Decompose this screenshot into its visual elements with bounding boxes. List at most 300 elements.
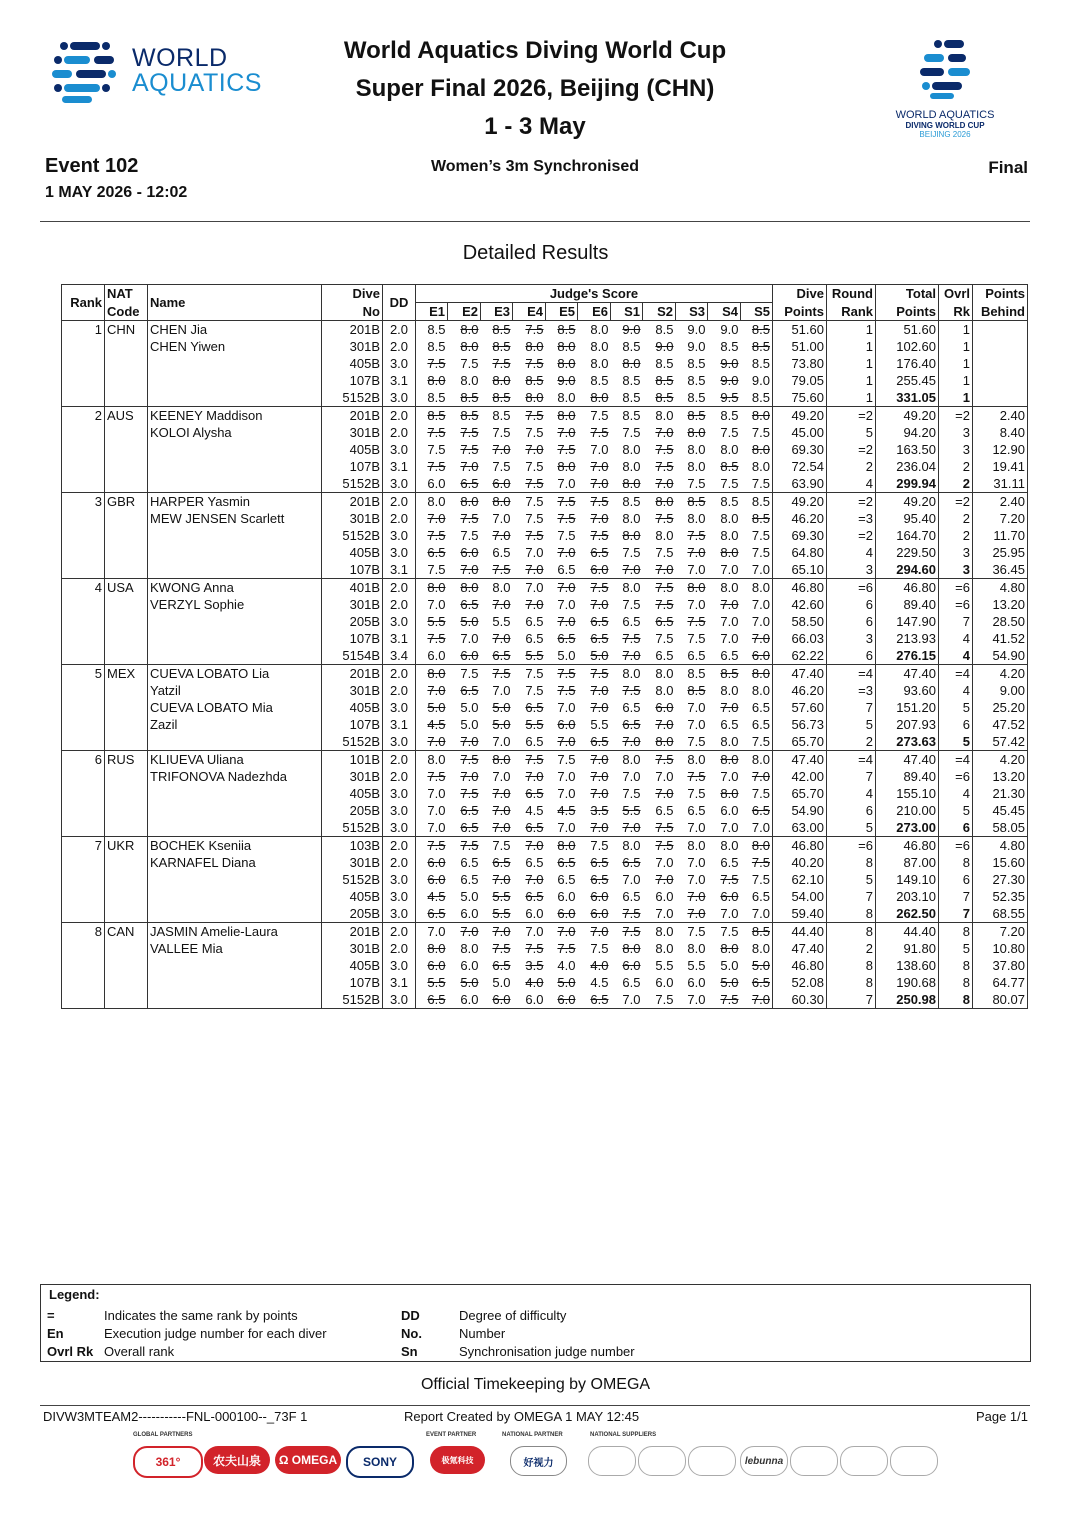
world-aquatics-emblem-icon <box>50 40 128 104</box>
dive-points: 51.60 <box>773 321 827 339</box>
team-nat-code <box>105 458 148 475</box>
judge-score: 8.0 <box>708 733 741 751</box>
judge-score: 5.0 <box>416 699 448 716</box>
points-behind: 52.35 <box>973 888 1028 905</box>
judge-score: 7.0 <box>611 733 643 751</box>
dive-points: 46.80 <box>773 579 827 597</box>
judge-score: 7.0 <box>481 923 513 941</box>
judge-score: 7.0 <box>720 700 739 715</box>
judge-score: 8.0 <box>741 682 773 699</box>
dive-number: 5152B <box>322 733 383 751</box>
dive-dd: 3.0 <box>383 527 416 544</box>
dive-row <box>62 321 1028 339</box>
judge-score: 6.5 <box>622 700 641 715</box>
judge-score: 7.5 <box>590 528 609 543</box>
dive-points: 49.20 <box>773 493 827 511</box>
event-phase: Final <box>988 158 1028 177</box>
points-behind: 15.60 <box>973 854 1028 871</box>
team-rank <box>62 991 105 1009</box>
points-behind <box>973 355 1028 372</box>
dive-dd: 3.0 <box>383 355 416 372</box>
diver-name <box>148 475 322 493</box>
team-rank <box>62 733 105 751</box>
judge-score: 7.5 <box>590 425 609 440</box>
team-nat-code: CAN <box>105 923 148 941</box>
dive-number: 301B <box>322 940 383 957</box>
col-round-rank: Rank <box>827 303 876 321</box>
judge-score: 8.0 <box>448 579 481 597</box>
col-e2: E2 <box>448 303 481 321</box>
round-rank: 6 <box>827 596 876 613</box>
judge-score: 7.0 <box>741 561 773 579</box>
dive-points: 49.20 <box>773 407 827 425</box>
judge-score: 6.0 <box>513 991 546 1009</box>
dive-points: 40.20 <box>773 854 827 871</box>
team-rank: 1 <box>62 321 105 339</box>
col-s5: S5 <box>741 303 773 321</box>
judge-score: 7.5 <box>720 872 739 887</box>
judge-score: 7.0 <box>578 475 611 493</box>
diver-name: VALLEE Mia <box>148 940 322 957</box>
judge-score: 8.0 <box>513 389 546 407</box>
points-behind: 7.20 <box>973 923 1028 941</box>
judge-score: 8.0 <box>481 579 513 597</box>
dive-points: 54.90 <box>773 802 827 819</box>
report-created: Report Created by OMEGA 1 MAY 12:45 <box>404 1409 640 1424</box>
judge-score: 8.0 <box>741 751 773 769</box>
team-nat-code <box>105 819 148 837</box>
judge-score: 8.5 <box>741 321 773 339</box>
judge-score: 7.5 <box>687 528 706 543</box>
dive-row <box>62 733 1028 751</box>
judge-score: 7.0 <box>655 769 674 784</box>
dive-dd: 3.1 <box>383 458 416 475</box>
dive-number: 301B <box>322 424 383 441</box>
dive-dd: 3.1 <box>383 716 416 733</box>
overall-rank: 2 <box>939 527 973 544</box>
judge-score: 8.5 <box>741 493 773 511</box>
team-nat-code <box>105 733 148 751</box>
total-points: 190.68 <box>876 974 939 991</box>
judge-score: 7.5 <box>416 424 448 441</box>
dive-number: 201B <box>322 923 383 941</box>
dive-dd: 2.0 <box>383 493 416 511</box>
judge-score: 7.0 <box>655 786 674 801</box>
judge-score: 7.5 <box>643 837 676 855</box>
judge-score: 6.0 <box>460 958 479 973</box>
team-nat-code <box>105 475 148 493</box>
overall-rank: 8 <box>939 923 973 941</box>
sponsor-supplier-logo-5 <box>790 1446 838 1476</box>
dive-dd: 2.0 <box>383 510 416 527</box>
judge-score: 7.0 <box>643 905 676 923</box>
judge-score: 7.0 <box>492 511 511 526</box>
judge-score: 6.5 <box>557 872 576 887</box>
points-behind: 4.80 <box>973 579 1028 597</box>
judge-score: 8.0 <box>578 389 611 407</box>
judge-score: 6.5 <box>720 855 739 870</box>
team-nat-code <box>105 991 148 1009</box>
dive-row <box>62 923 1028 941</box>
dive-number: 201B <box>322 665 383 683</box>
dive-points: 59.40 <box>773 905 827 923</box>
total-points: 299.94 <box>876 475 939 493</box>
judge-score: 7.0 <box>611 819 643 837</box>
col-total-points: Points <box>876 303 939 321</box>
judge-score: 6.5 <box>525 631 544 646</box>
judge-score: 7.0 <box>741 630 773 647</box>
points-behind <box>973 389 1028 407</box>
judge-score: 8.0 <box>741 441 773 458</box>
judge-score: 8.5 <box>448 389 481 407</box>
dive-points: 46.20 <box>773 510 827 527</box>
judge-score: 7.5 <box>611 923 643 941</box>
dive-number: 107B <box>322 372 383 389</box>
judge-score: 7.0 <box>557 597 576 612</box>
col-code: Code <box>105 303 148 321</box>
diver-name <box>148 355 322 372</box>
judge-score: 7.5 <box>741 854 773 871</box>
points-behind: 12.90 <box>973 441 1028 458</box>
judge-score: 6.5 <box>590 855 609 870</box>
dive-row <box>62 441 1028 458</box>
judge-score: 8.0 <box>622 941 641 956</box>
col-s1: S1 <box>611 303 643 321</box>
world-aquatics-wordmark <box>132 46 262 96</box>
diving-world-cup-logo <box>870 38 1020 148</box>
judge-score: 6.5 <box>708 647 741 665</box>
judge-score: 8.0 <box>687 442 706 457</box>
judge-score: 7.5 <box>525 941 544 956</box>
judge-score: 7.0 <box>578 923 611 941</box>
total-points: 255.45 <box>876 372 939 389</box>
round-rank: 1 <box>827 321 876 339</box>
dive-points: 46.80 <box>773 837 827 855</box>
judge-score: 7.0 <box>676 905 708 923</box>
points-behind: 31.11 <box>973 475 1028 493</box>
dive-number: 301B <box>322 510 383 527</box>
total-points: 262.50 <box>876 905 939 923</box>
judge-score: 7.0 <box>460 769 479 784</box>
dive-row <box>62 682 1028 699</box>
judge-score: 8.0 <box>676 837 708 855</box>
dive-number: 405B <box>322 888 383 905</box>
judge-score: 5.5 <box>525 717 544 732</box>
dive-points: 65.10 <box>773 561 827 579</box>
judge-score: 6.5 <box>416 544 448 561</box>
team-nat-code <box>105 596 148 613</box>
judge-score: 7.5 <box>687 786 706 801</box>
legend-title: Legend: <box>49 1287 100 1302</box>
judge-score: 7.0 <box>708 905 741 923</box>
judge-score: 5.0 <box>492 717 511 732</box>
judge-score: 8.5 <box>655 356 674 371</box>
diver-name <box>148 527 322 544</box>
judge-score: 5.5 <box>492 889 511 904</box>
judge-score: 8.0 <box>416 940 448 957</box>
judge-score: 7.5 <box>676 733 708 751</box>
judge-score: 3.5 <box>525 958 544 973</box>
judge-score: 5.5 <box>481 905 513 923</box>
team-rank <box>62 957 105 974</box>
dive-row <box>62 854 1028 871</box>
judge-score: 6.5 <box>448 475 481 493</box>
dive-points: 64.80 <box>773 544 827 561</box>
points-behind: 2.40 <box>973 493 1028 511</box>
judge-score: 7.0 <box>448 733 481 751</box>
judge-score: 5.5 <box>416 613 448 630</box>
judge-score: 7.5 <box>546 665 578 683</box>
judge-score: 7.0 <box>525 597 544 612</box>
judge-score: 5.5 <box>513 647 546 665</box>
page-number: Page 1/1 <box>975 1409 1028 1424</box>
diver-name <box>148 647 322 665</box>
judge-score: 8.5 <box>741 389 773 407</box>
judge-score: 4.5 <box>416 888 448 905</box>
sponsor-event-partner-logo: 极氪科技 <box>430 1446 485 1474</box>
dive-row <box>62 699 1028 716</box>
dive-points: 46.80 <box>773 957 827 974</box>
col-dive-points-2: Points <box>773 303 827 321</box>
judge-score: 7.5 <box>525 356 544 371</box>
judge-score: 7.0 <box>590 700 609 715</box>
points-behind: 58.05 <box>973 819 1028 837</box>
judge-score: 6.0 <box>578 905 611 923</box>
judge-score: 6.0 <box>578 561 611 579</box>
judge-score: 7.0 <box>481 733 513 751</box>
judge-score: 7.5 <box>708 475 741 493</box>
judge-score: 8.5 <box>708 665 741 683</box>
dive-number: 301B <box>322 682 383 699</box>
dive-dd: 3.0 <box>383 475 416 493</box>
dive-dd: 3.0 <box>383 389 416 407</box>
dive-row <box>62 338 1028 355</box>
team-nat-code <box>105 424 148 441</box>
team-rank <box>62 785 105 802</box>
judge-score: 6.5 <box>622 855 641 870</box>
diving-world-cup-emblem-icon <box>910 38 980 100</box>
points-behind: 2.40 <box>973 407 1028 425</box>
judge-score: 8.0 <box>720 442 739 457</box>
judge-score: 7.0 <box>492 631 511 646</box>
event-number: Event 102 <box>45 155 139 177</box>
judge-score: 8.0 <box>643 665 676 683</box>
dive-points: 46.20 <box>773 682 827 699</box>
team-nat-code <box>105 338 148 355</box>
dive-points: 47.40 <box>773 751 827 769</box>
judge-score: 7.0 <box>557 545 576 560</box>
judge-score: 7.5 <box>741 544 773 561</box>
judge-score: 5.0 <box>741 957 773 974</box>
judge-score: 9.0 <box>676 321 708 339</box>
judge-score: 7.0 <box>492 769 511 784</box>
overall-rank: 2 <box>939 475 973 493</box>
team-nat-code <box>105 613 148 630</box>
judge-score: 7.0 <box>578 819 611 837</box>
points-behind: 41.52 <box>973 630 1028 647</box>
judge-score: 7.0 <box>525 872 544 887</box>
dive-number: 5152B <box>322 991 383 1009</box>
judge-score: 6.0 <box>546 905 578 923</box>
judge-score: 7.5 <box>643 579 676 597</box>
judge-score: 4.5 <box>590 975 609 990</box>
judge-score: 6.5 <box>687 803 706 818</box>
dive-number: 301B <box>322 768 383 785</box>
dive-dd: 2.0 <box>383 321 416 339</box>
footer-divider <box>40 1405 1030 1406</box>
judge-score: 8.0 <box>481 493 513 511</box>
judge-score: 6.0 <box>687 975 706 990</box>
judge-score: 7.0 <box>590 786 609 801</box>
team-nat-code: USA <box>105 579 148 597</box>
overall-rank: 3 <box>939 441 973 458</box>
judge-score: 7.5 <box>655 545 674 560</box>
sponsor-supplier-logo-1 <box>588 1446 636 1476</box>
judge-score: 4.5 <box>416 716 448 733</box>
judge-score: 5.0 <box>492 700 511 715</box>
judge-score: 7.0 <box>513 923 546 941</box>
points-behind: 19.41 <box>973 458 1028 475</box>
judge-score: 8.5 <box>741 923 773 941</box>
judge-score: 8.0 <box>546 407 578 425</box>
dive-number: 5152B <box>322 475 383 493</box>
total-points: 250.98 <box>876 991 939 1009</box>
judge-score: 7.0 <box>590 511 609 526</box>
team-rank <box>62 854 105 871</box>
dive-dd: 2.0 <box>383 665 416 683</box>
col-e1: E1 <box>416 303 448 321</box>
total-points: 273.00 <box>876 819 939 837</box>
team-rank <box>62 355 105 372</box>
dive-number: 107B <box>322 630 383 647</box>
total-points: 51.60 <box>876 321 939 339</box>
points-behind: 47.52 <box>973 716 1028 733</box>
judge-score: 5.0 <box>460 889 479 904</box>
round-rank: =2 <box>827 493 876 511</box>
judge-score: 7.0 <box>492 786 511 801</box>
judge-score: 6.0 <box>416 957 448 974</box>
diver-name <box>148 561 322 579</box>
judge-score: 6.5 <box>416 991 448 1009</box>
round-rank: =4 <box>827 751 876 769</box>
dive-number: 107B <box>322 561 383 579</box>
judge-score: 8.0 <box>708 837 741 855</box>
judge-score: 7.5 <box>460 528 479 543</box>
judge-score: 6.5 <box>741 974 773 991</box>
judge-score: 7.0 <box>416 510 448 527</box>
dive-number: 405B <box>322 544 383 561</box>
judge-score: 7.0 <box>492 597 511 612</box>
judge-score: 8.0 <box>676 751 708 769</box>
dive-number: 401B <box>322 579 383 597</box>
team-nat-code: GBR <box>105 493 148 511</box>
judge-score: 7.5 <box>546 493 578 511</box>
col-nat: NAT <box>105 285 148 303</box>
judge-score: 6.0 <box>416 854 448 871</box>
col-rank: Rank <box>62 285 105 321</box>
sponsor-omega-logo: Ω OMEGA <box>275 1446 341 1474</box>
judge-score: 8.0 <box>720 786 739 801</box>
judge-score: 6.0 <box>416 871 448 888</box>
dive-points: 65.70 <box>773 733 827 751</box>
judge-score: 8.0 <box>741 458 773 475</box>
judge-score: 7.0 <box>720 631 739 646</box>
judge-score: 7.5 <box>622 597 641 612</box>
title-line-1: World Aquatics Diving World Cup <box>343 37 727 64</box>
judge-score: 8.0 <box>643 493 676 511</box>
judge-score: 7.5 <box>557 683 576 698</box>
diver-name: HARPER Yasmin <box>148 493 322 511</box>
diver-name: CHEN Yiwen <box>148 338 322 355</box>
judge-score: 5.5 <box>622 803 641 818</box>
timekeeping-note: Official Timekeeping by OMEGA <box>420 1376 651 1393</box>
total-points: 89.40 <box>876 768 939 785</box>
overall-rank: 8 <box>939 991 973 1009</box>
overall-rank: 1 <box>939 372 973 389</box>
col-e4: E4 <box>513 303 546 321</box>
judge-score: 8.0 <box>720 941 739 956</box>
points-behind: 57.42 <box>973 733 1028 751</box>
diver-name: CUEVA LOBATO Mia <box>148 699 322 716</box>
overall-rank: 4 <box>939 785 973 802</box>
round-rank: 8 <box>827 905 876 923</box>
judge-score: 7.5 <box>655 597 674 612</box>
dive-number: 5152B <box>322 819 383 837</box>
judge-score: 7.5 <box>557 442 576 457</box>
overall-rank: 3 <box>939 424 973 441</box>
dive-row <box>62 974 1028 991</box>
dive-row <box>62 510 1028 527</box>
legend-value: Execution judge number for each diver <box>104 1326 327 1341</box>
event-name: Women’s 3m Synchronised <box>430 158 640 175</box>
round-rank: 5 <box>827 819 876 837</box>
judge-score: 7.0 <box>741 596 773 613</box>
dive-points: 47.40 <box>773 940 827 957</box>
judge-score: 9.5 <box>708 389 741 407</box>
judge-score: 8.0 <box>578 321 611 339</box>
dive-dd: 3.0 <box>383 957 416 974</box>
points-behind: 68.55 <box>973 905 1028 923</box>
dive-points: 65.70 <box>773 785 827 802</box>
diver-name <box>148 819 322 837</box>
judge-score: 7.0 <box>492 442 511 457</box>
logo-line-1: WORLD <box>132 44 228 72</box>
dive-dd: 3.0 <box>383 544 416 561</box>
judge-score: 7.0 <box>622 872 641 887</box>
dive-dd: 2.0 <box>383 596 416 613</box>
overall-rank: 7 <box>939 888 973 905</box>
judge-score: 5.0 <box>460 700 479 715</box>
judge-score: 8.5 <box>622 339 641 354</box>
judge-score: 8.0 <box>611 837 643 855</box>
event-logo-line-2: DIVING WORLD CUP <box>905 121 985 130</box>
judge-score: 7.5 <box>525 459 544 474</box>
judge-score: 6.0 <box>481 475 513 493</box>
judge-score: 8.0 <box>611 475 643 493</box>
judge-score: 7.5 <box>416 768 448 785</box>
dive-dd: 2.0 <box>383 837 416 855</box>
team-nat-code <box>105 699 148 716</box>
team-rank <box>62 424 105 441</box>
judge-score: 7.5 <box>416 527 448 544</box>
dive-number: 201B <box>322 321 383 339</box>
results-table-header <box>62 285 1028 321</box>
team-nat-code <box>105 974 148 991</box>
dive-points: 62.22 <box>773 647 827 665</box>
judge-score: 7.5 <box>622 631 641 646</box>
judge-score: 7.5 <box>460 356 479 371</box>
team-rank: 5 <box>62 665 105 683</box>
